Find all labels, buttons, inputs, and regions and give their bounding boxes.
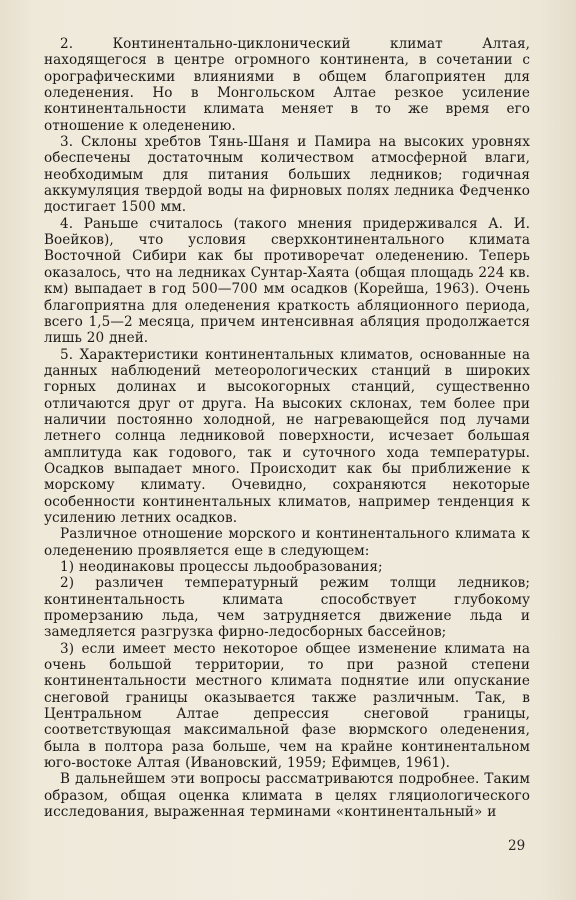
paragraph-point-3: 3. Склоны хребтов Тянь-Шаня и Памира на высоких уровнях обеспечены достаточным количеством атмосферной влаги, необходимым для питания больших ледников; годичная аккумуляция твердой воды на фирновых полях ледника Федченко достигает 1500 мм.: [44, 134, 530, 216]
paragraph-conclusion: В дальнейшем эти вопросы рассматриваются подробнее. Таким образом, общая оценка климата в целях гляциологического исследования, выраженная терминами «континентальный» и: [44, 771, 530, 821]
body-text: [44, 36, 530, 821]
list-item-2: 2) различен температурный режим толщи ледников; континентальность климата способствует глубокому промерзанию льда, чем затрудняется движение льда и замедляется разгрузка фирно-ледосборных бассейнов;: [44, 575, 530, 641]
paragraph-point-2: 2. Континентально-циклонический климат Алтая, находящегося в центре огромного континента, в сочетании с орографическими влияниями в общем благоприятен для оледенения. Но в Монгольском Алтае резкое усиление континентальности климата меняет в то же время его отношение к оледенению.: [44, 36, 530, 134]
page-number: 29: [508, 838, 526, 854]
list-item-3: 3) если имеет место некоторое общее изменение климата на очень большой территории, то при разной степени континентальности местного климата поднятие или опускание снеговой границы оказывается также различным. Так, в Центральном Алтае депрессия снеговой границы, соответствующая максимальной фазе вюрмского оледенения, была в полтора раза больше, чем на крайне континентальном юго-востоке Алтая (Ивановский, 1959; Ефимцев, 1961).: [44, 640, 530, 772]
paragraph-point-4: 4. Раньше считалось (такого мнения придерживался А. И. Воейков), что условия сверхконтинентального климата Восточной Сибири как бы противоречат оледенению. Теперь оказалось, что на ледниках Сунтар-Хаята (общая площадь 224 кв. км) выпадает в год 500—700 мм осадков (Корейша, 1963). Очень благоприятна для оледенения краткость абляционного периода, всего 1,5—2 месяца, причем интенсивная абляция продолжается лишь 20 дней.: [44, 215, 530, 347]
list-item-1: 1) неодинаковы процессы льдообразования;: [60, 559, 383, 575]
paragraph-point-5: 5. Характеристики континентальных климатов, основанные на данных наблюдений метеорологических станций в широких горных долинах и высокогорных станций, существенно отличаются друг от друга. На высоких склонах, тем более при наличии постоянно холодной, не нагревающейся под лучами летнего солнца ледниковой поверхности, исчезает большая амплитуда как годового, так и суточного хода температуры. Осадков выпадает много. Происходит как бы приближение к морскому климату. Очевидно, сохраняются некоторые особенности континентальных климатов, например тенденция к усилению летних осадков.: [44, 346, 530, 526]
paragraph-intro-differences: Различное отношение морского и континентального климата к оледенению проявляется еще в следующем:: [44, 526, 530, 559]
